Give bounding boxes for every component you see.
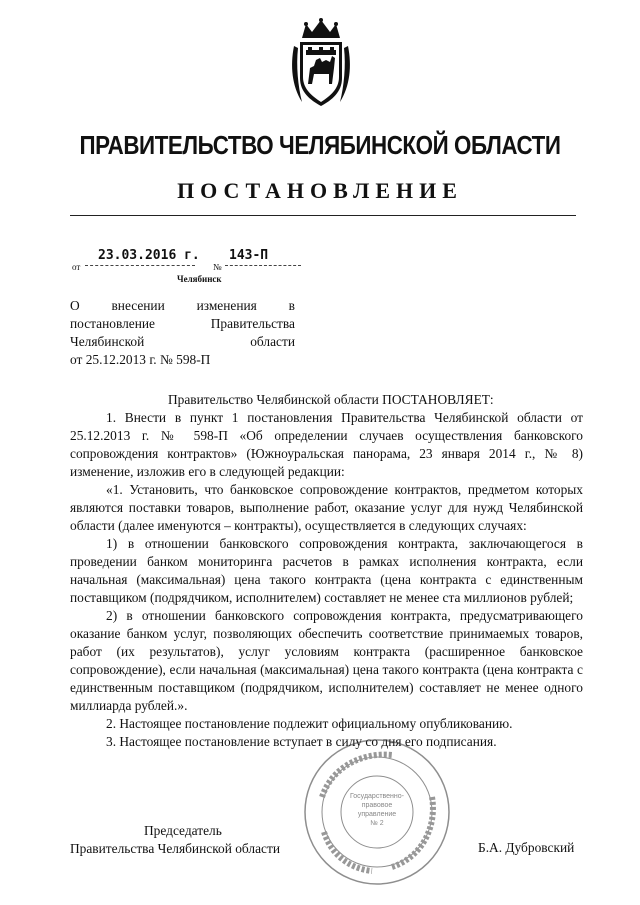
- document-date: 23.03.2016 г.: [98, 248, 200, 263]
- signatory-name: Б.А. Дубровский: [478, 840, 575, 855]
- document-number: 143-П: [229, 248, 269, 263]
- resolution-intro: Правительство Челябинской области ПОСТАНОВЛЯЕТ:: [168, 392, 494, 407]
- paragraph-2: «1. Установить, что банковское сопровождение контрактов, предметом которых являются поставки товаров, выполнение работ, оказание услуг для нужд Челябинской области (далее именуются – контракты), осуществляется в следующих случаях:: [70, 482, 583, 533]
- coat-of-arms-icon: [288, 16, 354, 112]
- seal-line-1: Государственно-: [349, 793, 405, 800]
- date-prefix: от: [72, 262, 81, 272]
- subject-line-3: Челябинской области: [70, 334, 295, 349]
- city-label: Челябинск: [177, 274, 222, 284]
- seal-line-3: управление: [357, 811, 397, 818]
- government-title: ПРАВИТЕЛЬСТВО ЧЕЛЯБИНСКОЙ ОБЛАСТИ: [79, 130, 561, 160]
- number-prefix: №: [213, 262, 222, 272]
- paragraph-1: 1. Внести в пункт 1 постановления Правительства Челябинской области от 25.12.2013 г. № 598-П «Об определении случаев осуществления банковского сопровождения контрактов» (Южноуральская панорама, 23 января 2014 г., № 8) изменение, изложив его в следующей редакции:: [70, 410, 583, 479]
- document-body: [70, 391, 583, 751]
- subject-line-2: постановление Правительства: [70, 316, 295, 331]
- paragraph-3: 1) в отношении банковского сопровождения контракта, заключающегося в проведении банком мониторинга расчетов в рамках исполнения контракта, если начальная (максимальная) цена такого контракта (цена контракта с единственным поставщиком (подрядчиком, исполнителем) составляет не менее ста миллионов рублей;: [70, 536, 583, 605]
- subject-line-1: О внесении изменения в: [70, 298, 295, 313]
- paragraph-5: 2. Настоящее постановление подлежит официальному опубликованию.: [106, 716, 513, 731]
- signatory-title-line-1: Председатель: [144, 823, 222, 838]
- official-seal-icon: [302, 737, 452, 887]
- number-underline: [225, 265, 301, 266]
- seal-line-4: № 2: [370, 820, 384, 827]
- header-divider: [70, 215, 576, 216]
- document-subject: [70, 297, 295, 369]
- subject-line-4: от 25.12.2013 г. № 598-П: [70, 352, 211, 367]
- date-underline: [85, 265, 195, 266]
- signatory-title-line-2: Правительства Челябинской области: [70, 841, 280, 856]
- document-type: ПОСТАНОВЛЕНИЕ: [177, 178, 463, 203]
- signatory-title: [70, 822, 280, 858]
- seal-line-2: правовое: [361, 802, 393, 809]
- paragraph-4: 2) в отношении банковского сопровождения контракта, предусматривающего оказание банком услуг, позволяющих обеспечить соответствие принимаемых товаров, работ (их результатов), услуг условиям контракта (расширенное банковское сопровождение), если начальная (максимальная) цена такого контракта (цена контракта с единственным поставщиком (подрядчиком, исполнителем) составляет не менее одного миллиарда рублей.».: [70, 608, 583, 713]
- paragraph-6: 3. Настоящее постановление вступает в силу со дня его подписания.: [106, 734, 497, 749]
